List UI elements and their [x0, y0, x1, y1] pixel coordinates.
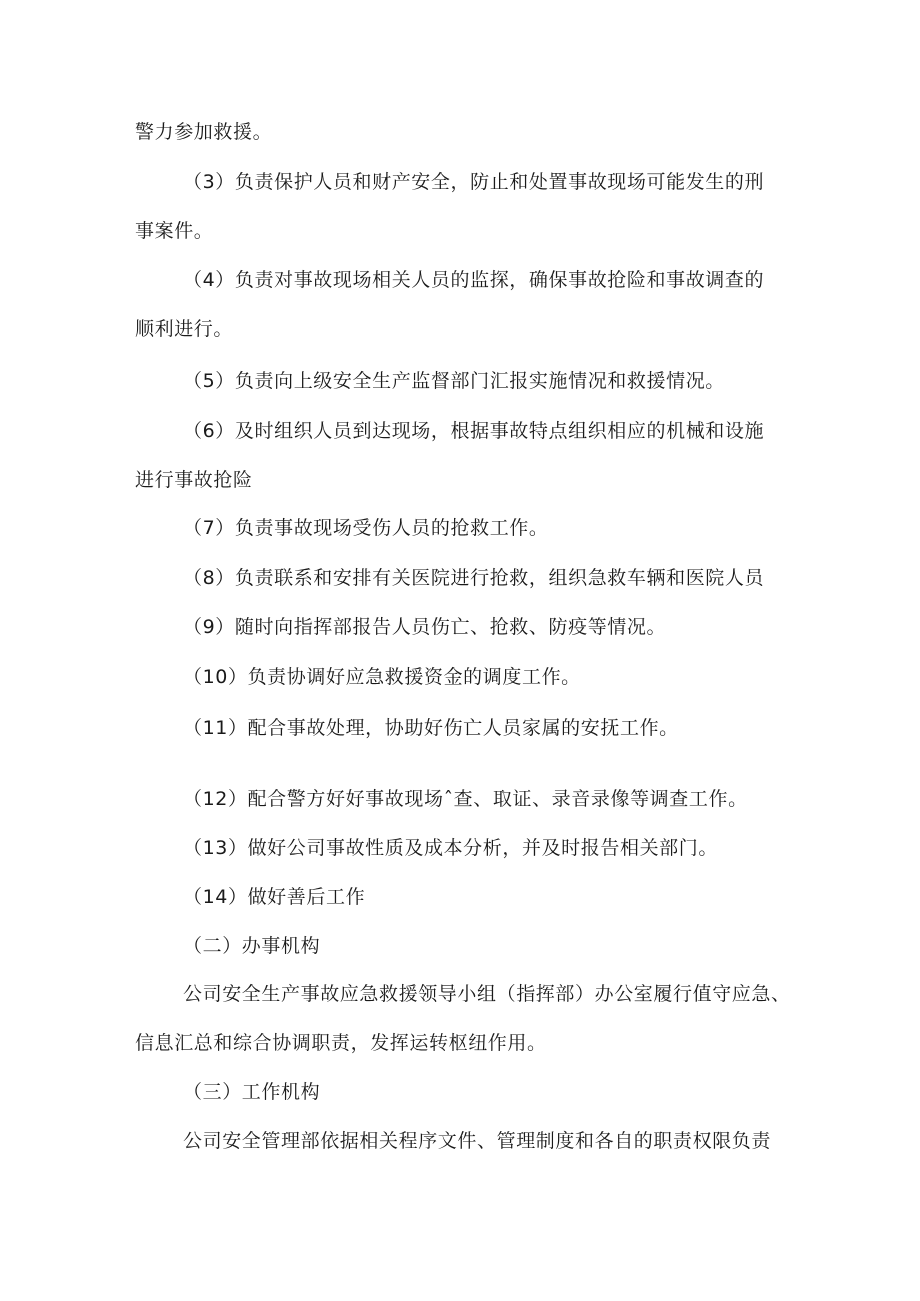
text-line: （4）负责对事故现场相关人员的监探，确保事故抢险和事故调查的	[183, 269, 765, 291]
text-line: 公司安全生产事故应急救援领导小组（指挥部）办公室履行值守应急、	[183, 983, 791, 1005]
text-line: 信息汇总和综合协调职责，发挥运转枢纽作用。	[135, 1032, 547, 1054]
text-line: （10）负责协调好应急救援资金的调度工作。	[183, 666, 581, 688]
text-line: （9）随时向指挥部报告人员伤亡、抢救、防疫等情况。	[183, 616, 667, 638]
text-line: （3）负责保护人员和财产安全，防止和处置事故现场可能发生的刑	[183, 171, 765, 193]
text-line: （12）配合警方好好事故现场ˆ查、取证、录音录像等调查工作。	[183, 788, 748, 810]
text-line: （6）及时组织人员到达现场，根据事故特点组织相应的机械和设施	[183, 420, 765, 442]
text-line: （13）做好公司事故性质及成本分析，并及时报告相关部门。	[183, 837, 718, 859]
text-line: 事案件。	[135, 220, 214, 242]
text-line: 公司安全管理部依据相关程序文件、管理制度和各自的职责权限负责	[183, 1130, 772, 1152]
text-line: 顺利进行。	[135, 318, 234, 340]
section-heading: （三）工作机构	[183, 1081, 321, 1103]
text-line: （14）做好善后工作	[183, 886, 366, 908]
section-heading: （二）办事机构	[183, 935, 321, 957]
text-line: （7）负责事故现场受伤人员的抢救工作。	[183, 517, 549, 539]
text-line: （5）负责向上级安全生产监督部门汇报实施情况和救援情况。	[183, 370, 725, 392]
text-line: （11）配合事故处理，协助好伤亡人员家属的安抚工作。	[183, 717, 679, 739]
text-line: 进行事故抢险	[135, 469, 253, 491]
text-line: 警力参加救援。	[135, 121, 273, 143]
text-line: （8）负责联系和安排有关医院进行抢救，组织急救车辆和医院人员	[183, 567, 765, 589]
